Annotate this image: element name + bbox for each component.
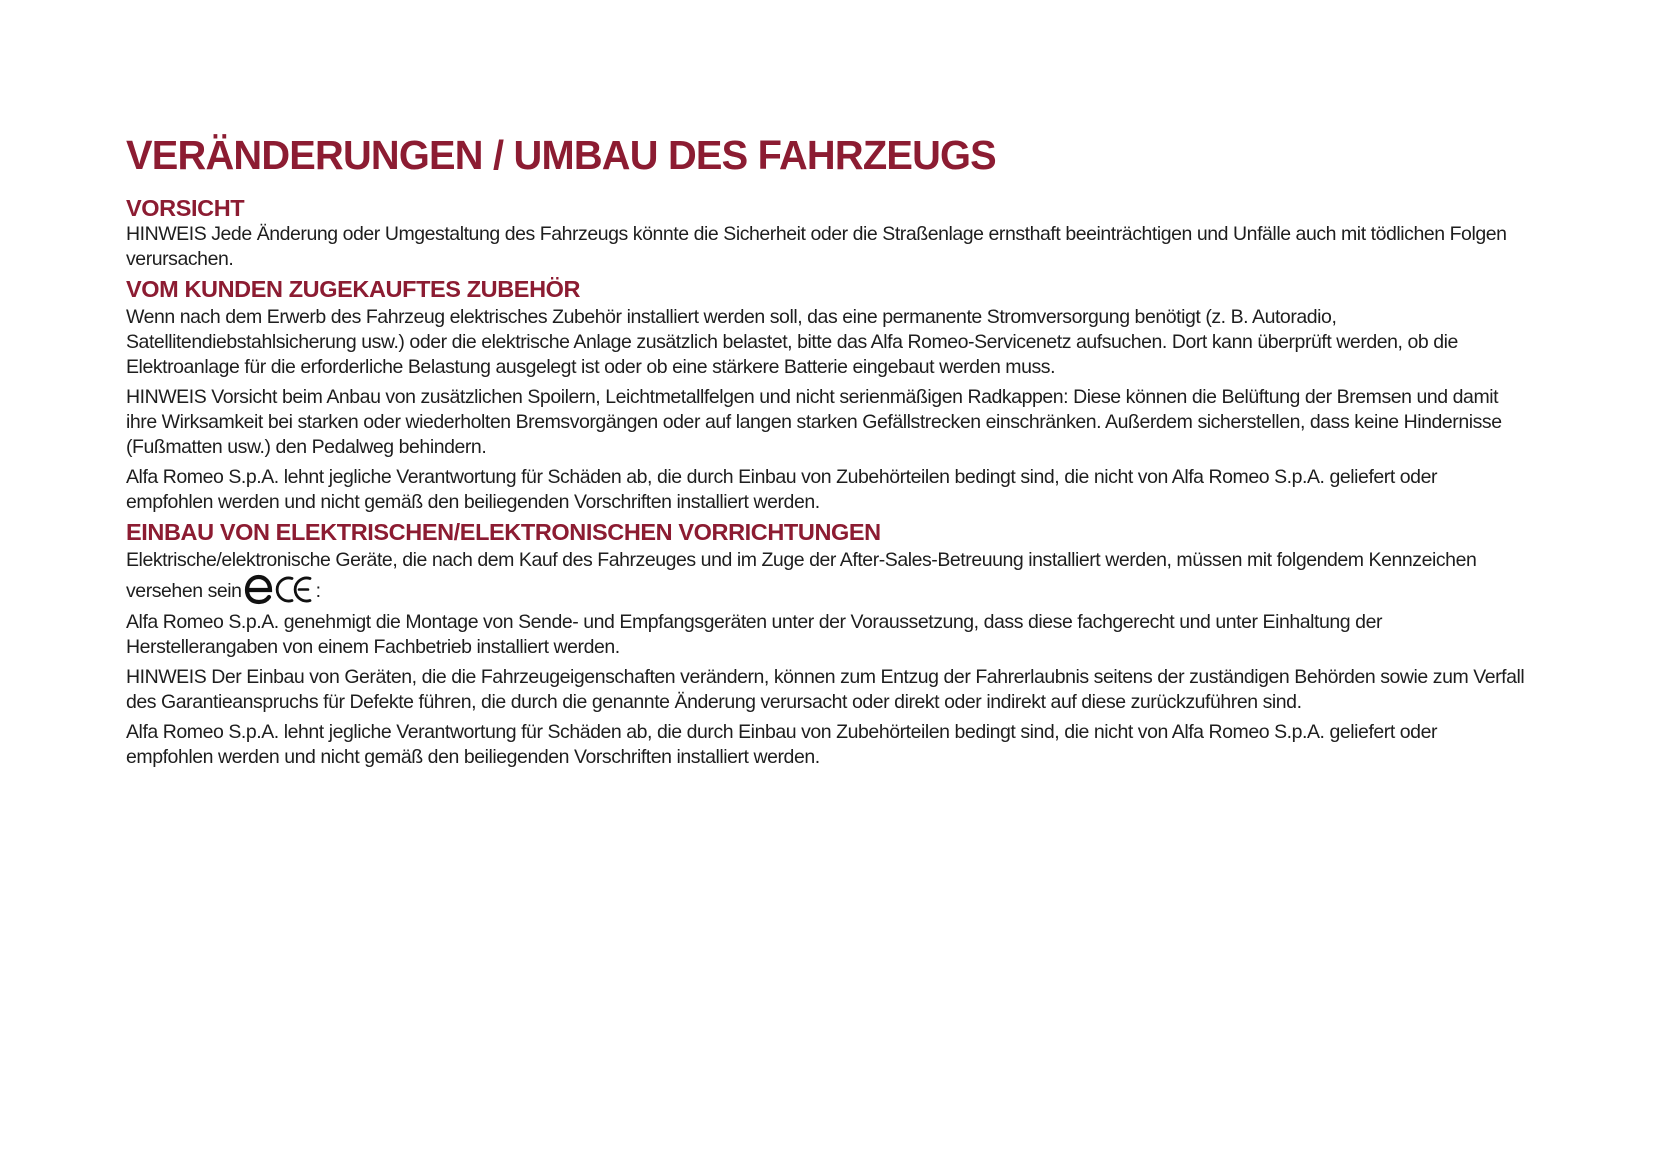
paragraph-text: Elektrische/elektronische Geräte, die nach dem Kauf des Fahrzeuges und im Zuge der After-Sales-Betreuung installiert werden, müssen mit folgendem Kennzeichen versehen sein bbox=[126, 549, 1477, 602]
section-heading-zubehoer: VOM KUNDEN ZUGEKAUFTES ZUBEHÖR bbox=[126, 276, 581, 302]
section-einbau bbox=[126, 518, 1526, 770]
paragraph: HINWEIS Der Einbau von Geräten, die die Fahrzeugeigenschaften verändern, können zum Entzug der Fahrerlaubnis seitens der zuständigen Behörden sowie zum Verfall des Garantieanspruchs für Defekte führen, die durch die genannte Änderung verursacht oder direkt oder indirekt auf diese zurückzuführen sind. bbox=[126, 666, 1525, 713]
section-vorsicht bbox=[126, 194, 1526, 272]
marking-suffix: : bbox=[315, 580, 321, 602]
paragraph-with-marking bbox=[126, 548, 1526, 605]
paragraph: Wenn nach dem Erwerb des Fahrzeug elektrisches Zubehör installiert werden soll, das eine permanente Stromversorgung benötigt (z. B. Autoradio, Satellitendiebstahlsicherung usw.) oder die elektrische Anlage zusätzlich belastet, bitte das Alfa Romeo-Servicenetz aufsuchen. Dort kann überprüft werden, ob die Elektroanlage für die erforderliche Belastung ausgelegt ist oder ob eine stärkere Batterie eingebaut werden muss. bbox=[126, 306, 1458, 378]
paragraph: Alfa Romeo S.p.A. lehnt jegliche Verantwortung für Schäden ab, die durch Einbau von Zubehörteilen bedingt sind, die nicht von Alfa Romeo S.p.A. geliefert oder empfohlen werden und nicht gemäß den beiliegenden Vorschriften installiert werden. bbox=[126, 721, 1438, 768]
paragraph: Alfa Romeo S.p.A. lehnt jegliche Verantwortung für Schäden ab, die durch Einbau von Zubehörteilen bedingt sind, die nicht von Alfa Romeo S.p.A. geliefert oder empfohlen werden und nicht gemäß den beiliegenden Vorschriften installiert werden. bbox=[126, 466, 1438, 513]
page-title: VERÄNDERUNGEN / UMBAU DES FAHRZEUGS bbox=[126, 132, 996, 178]
section-zubehoer bbox=[126, 275, 1526, 515]
certification-marks bbox=[244, 573, 316, 605]
paragraph: HINWEIS Vorsicht beim Anbau von zusätzlichen Spoilern, Leichtmetallfelgen und nicht serienmäßigen Radkappen: Diese können die Belüftung der Bremsen und damit ihre Wirksamkeit bei starken oder wiederholten Bremsvorgängen oder auf langen starken Gefällstrecken einschränken. Außerdem sicherstellen, dass keine Hindernisse (Fußmatten usw.) den Pedalweg behindern. bbox=[126, 386, 1502, 458]
paragraph: Alfa Romeo S.p.A. genehmigt die Montage von Sende- und Empfangsgeräten unter der Voraussetzung, dass diese fachgerecht und unter Einhaltung der Herstellerangaben von einem Fachbetrieb installiert werden. bbox=[126, 611, 1383, 658]
ce-mark-icon bbox=[274, 573, 316, 605]
e-mark-icon bbox=[244, 573, 274, 605]
section-heading-einbau: EINBAU VON ELEKTRISCHEN/ELEKTRONISCHEN VORRICHTUNGEN bbox=[126, 519, 881, 545]
section-heading-vorsicht: VORSICHT bbox=[126, 195, 245, 221]
paragraph: HINWEIS Jede Änderung oder Umgestaltung des Fahrzeugs könnte die Sicherheit oder die Straßenlage ernsthaft beeinträchtigen und Unfälle auch mit tödlichen Folgen verursachen. bbox=[126, 223, 1507, 270]
document-page bbox=[126, 130, 1526, 770]
